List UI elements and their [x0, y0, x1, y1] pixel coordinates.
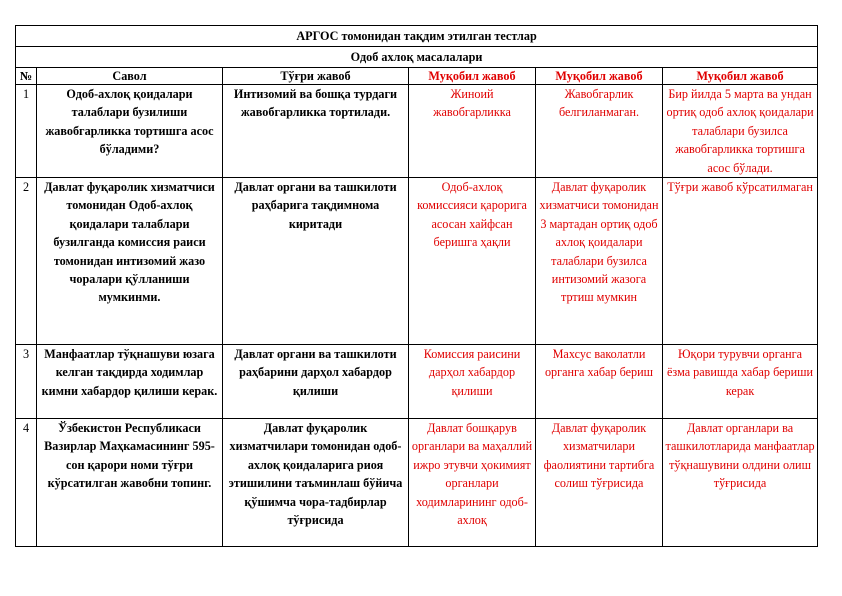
alternative-answer-cell: Жиноий жавобгарликка [409, 85, 536, 178]
alternative-answer-cell: Давлат бошқарув органлари ва маҳаллий ижро этувчи ҳокимият органлари ходимларининг одоб-ахлоқ [409, 419, 536, 547]
table-row [16, 85, 818, 178]
table-row [16, 419, 818, 547]
header-number: № [16, 68, 37, 85]
header-row [16, 68, 818, 85]
title-row [16, 26, 818, 47]
tests-table [15, 25, 818, 547]
correct-answer-cell: Давлат органи ва ташкилоти раҳбарини дарҳол хабардор қилиши [223, 345, 409, 419]
row-number: 2 [16, 178, 37, 345]
alternative-answer-cell: Жавобгарлик белгиланмаган. [536, 85, 663, 178]
alternative-answer-cell: Давлат фуқаролик хизматчиси томонидан 3 мартадан ортиқ одоб ахлоқ қоидалари талаблари бузилса интизомий жазога тртиш мумкин [536, 178, 663, 345]
question-cell: Одоб-ахлоқ қоидалари талаблари бузилиши жавобгарликка тортишга асос бўладими? [37, 85, 223, 178]
correct-answer-cell: Интизомий ва бошқа турдаги жавобгарликка тортилади. [223, 85, 409, 178]
alternative-answer-cell: Юқори турувчи органга ёзма равишда хабар бериши керак [663, 345, 818, 419]
header-alternative-answer-2: Муқобил жавоб [536, 68, 663, 85]
question-cell: Манфаатлар тўқнашуви юзага келган тақдирда ходимлар кимни хабардор қилиши керак. [37, 345, 223, 419]
alternative-answer-cell: Давлат фуқаролик хизматчилари фаолиятини тартибга солиш тўғрисида [536, 419, 663, 547]
alternative-answer-cell: Одоб-ахлоқ комиссияси қарорига асосан хайфсан беришга ҳақли [409, 178, 536, 345]
alternative-answer-cell: Бир йилда 5 марта ва ундан ортиқ одоб ахлоқ қоидалари талаблари бузилса жавобгарликка тортишга асос бўлади. [663, 85, 818, 178]
question-cell: Давлат фуқаролик хизматчиси томонидан Одоб-ахлоқ қоидалари талаблари бузилганда комиссия раиси томонидан интизомий жазо чоралари қўлланиши мумкинми. [37, 178, 223, 345]
correct-answer-cell: Давлат фуқаролик хизматчилари томонидан одоб-ахлоқ қоидаларига риоя этишилини таъминлаш бўйича қўшимча чора-тадбирлар тўғрисида [223, 419, 409, 547]
row-number: 4 [16, 419, 37, 547]
table-row [16, 178, 818, 345]
alternative-answer-cell: Тўғри жавоб кўрсатилмаган [663, 178, 818, 345]
subtitle-row [16, 47, 818, 68]
row-number: 3 [16, 345, 37, 419]
table-row [16, 345, 818, 419]
header-alternative-answer-3: Муқобил жавоб [663, 68, 818, 85]
table-title: АРГОС томонидан тақдим этилган тестлар [16, 26, 818, 47]
table-subtitle: Одоб ахлоқ масалалари [16, 47, 818, 68]
header-correct-answer: Тўғри жавоб [223, 68, 409, 85]
alternative-answer-cell: Махсус ваколатли органга хабар бериш [536, 345, 663, 419]
header-alternative-answer-1: Муқобил жавоб [409, 68, 536, 85]
alternative-answer-cell: Давлат органлари ва ташкилотларида манфаатлар тўқнашувини олдини олиш тўғрисида [663, 419, 818, 547]
row-number: 1 [16, 85, 37, 178]
correct-answer-cell: Давлат органи ва ташкилоти раҳбарига тақдимнома киритади [223, 178, 409, 345]
header-question: Савол [37, 68, 223, 85]
question-cell: Ўзбекистон Республикаси Вазирлар Маҳкамасининг 595-сон қарори номи тўғри кўрсатилган жавобни топинг. [37, 419, 223, 547]
alternative-answer-cell: Комиссия раисини дарҳол хабардор қилиши [409, 345, 536, 419]
